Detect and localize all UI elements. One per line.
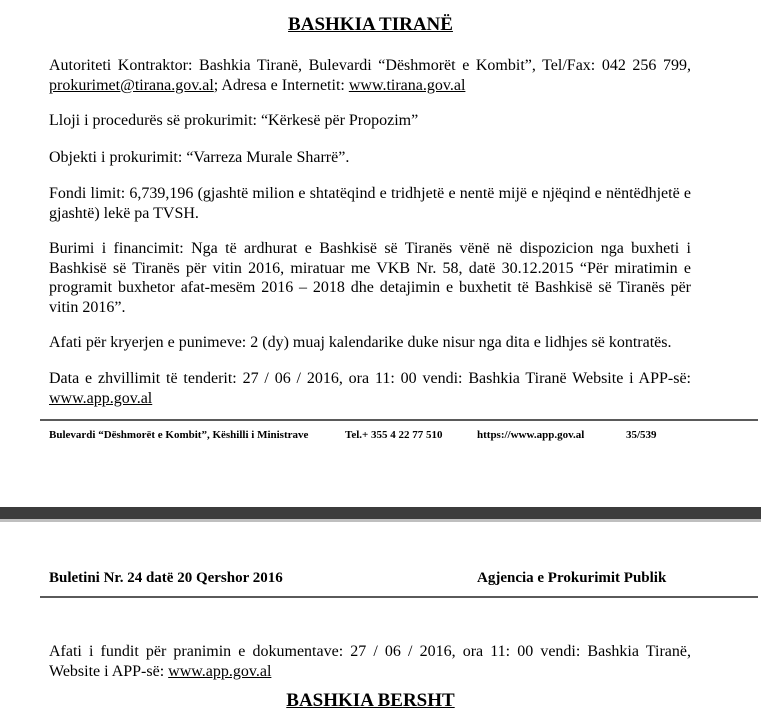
authority-text-2: ; Adresa e Internetit:: [213, 76, 349, 94]
bulletin-header: Buletini Nr. 24 datë 20 Qershor 2016: [49, 570, 283, 586]
tender-date: [49, 369, 691, 408]
footer-page-number: 35/539: [626, 429, 657, 441]
header-divider: [40, 596, 758, 598]
financing-source: Burimi i financimit: Nga të ardhurat e Bashkisë së Tiranës vënë në dispozicion nga buxheti i Bashkisë së Tiranës për vitin 2016, miratuar me VKB Nr. 58, datë 30.12.2015 “Për miratimin e programit buxhetor afat-mesëm 2016 – 2018 dhe detajimin e buxhetit të Bashkisë së Tiranës për vitin 2016”.: [49, 240, 691, 316]
works-deadline: Afati për kryerjen e punimeve: 2 (dy) muaj kalendarike duke nisur nga dita e lidhjes së kontratës.: [49, 334, 672, 351]
agency-header: Agjencia e Prokurimit Publik: [477, 570, 667, 586]
fund-limit: Fondi limit: 6,739,196 (gjashtë milion e shtatëqind e tridhjetë e nentë mijë e njëqind e nëntëdhjetë e gjashtë) lekë pa TVSH.: [49, 185, 691, 222]
authority-email-link[interactable]: prokurimet@tirana.gov.al: [49, 76, 214, 94]
footer-url: https://www.app.gov.al: [477, 429, 585, 441]
tender-text: Data e zhvillimit të tenderit: 27 / 06 / 2016, ora 11: 00 vendi: Bashkia Tiranë Website i APP-së:: [49, 370, 691, 387]
authority-website-link[interactable]: www.tirana.gov.al: [348, 76, 466, 94]
footer-address: Bulevardi “Dëshmorët e Kombit”, Këshilli i Ministrave: [49, 429, 309, 441]
tender-website-link[interactable]: www.app.gov.al: [49, 389, 153, 407]
submission-text: Afati i fundit për pranimin e dokumentave: 27 / 06 / 2016, ora 11: 00 vendi: Bashkia Tiranë, Website i APP-së:: [49, 643, 691, 680]
page-title: BASHKIA TIRANË: [288, 14, 453, 35]
footer-tel: Tel.+ 355 4 22 77 510: [345, 429, 443, 441]
procurement-object: Objekti i prokurimit: “Varreza Murale Sharrë”.: [49, 149, 350, 166]
page-break-shadow: [0, 519, 761, 522]
submission-deadline: [49, 642, 691, 681]
submission-website-link[interactable]: www.app.gov.al: [168, 662, 272, 680]
contracting-authority: [49, 56, 691, 95]
next-notice-title: BASHKIA BERSHT: [286, 690, 455, 711]
footer-divider: [40, 419, 758, 421]
page-break: [0, 507, 761, 519]
procedure-type: Lloji i procedurës së prokurimit: “Kërkesë për Propozim”: [49, 112, 419, 129]
authority-text: Autoriteti Kontraktor: Bashkia Tiranë, Bulevardi “Dëshmorët e Kombit”, Tel/Fax: 042 256 799,: [49, 57, 691, 74]
